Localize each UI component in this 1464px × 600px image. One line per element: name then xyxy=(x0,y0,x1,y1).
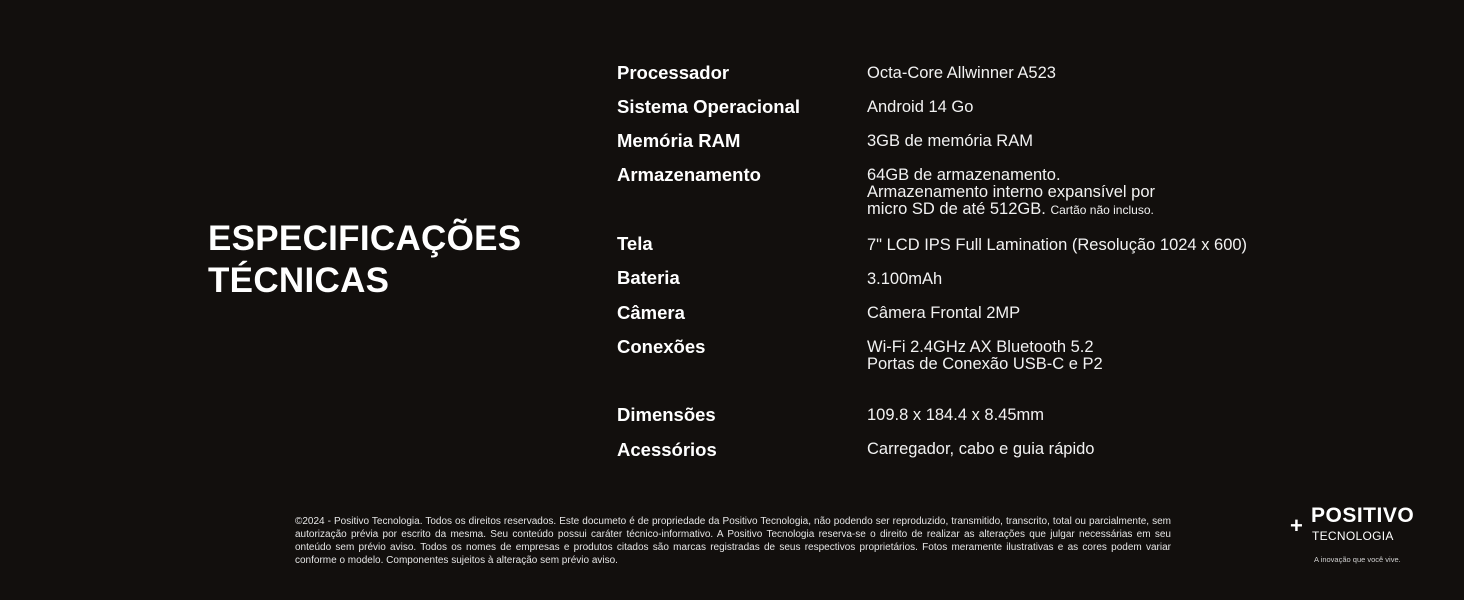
spec-value-memoria xyxy=(867,133,1033,150)
heading-line-1: ESPECIFICAÇÕES xyxy=(208,219,522,258)
spec-value-acessorios xyxy=(867,441,1095,458)
spec-label-bateria: Bateria xyxy=(617,267,680,288)
spec-value-line: 3GB de memória RAM xyxy=(867,132,1033,150)
spec-value-line xyxy=(867,201,1155,219)
spec-label-conexoes: Conexões xyxy=(617,336,706,357)
spec-value-line: 7" LCD IPS Full Lamination (Resolução 1024 x 600) xyxy=(867,236,1248,254)
spec-label-camera: Câmera xyxy=(617,302,685,323)
spec-value-line: Android 14 Go xyxy=(867,98,974,116)
spec-value-camera xyxy=(867,305,1020,322)
spec-value-line: 64GB de armazenamento. xyxy=(867,166,1061,184)
spec-value-line: Wi-Fi 2.4GHz AX Bluetooth 5.2 xyxy=(867,338,1094,356)
spec-label-processador: Processador xyxy=(617,62,730,83)
brand-tagline: A inovação que você vive. xyxy=(1314,555,1401,564)
brand-subtitle: TECNOLOGIA xyxy=(1312,529,1394,543)
spec-value-dimensoes xyxy=(867,407,1044,424)
spec-value-line: 109.8 x 184.4 x 8.45mm xyxy=(867,406,1045,424)
spec-label-tela: Tela xyxy=(617,233,653,254)
spec-value-line: Portas de Conexão USB-C e P2 xyxy=(867,355,1103,373)
spec-value-armazenamento xyxy=(867,167,1155,219)
spec-value-line: 3.100mAh xyxy=(867,270,943,288)
positivo-logo xyxy=(1290,504,1440,574)
brand-name: POSITIVO xyxy=(1311,504,1415,527)
legal-disclaimer: ©2024 - Positivo Tecnologia. Todos os direitos reservados. Este documeto é de propriedade da Positivo Tecnologia, não podendo ser reproduzido, transmitido, transcrito, total ou parcialmente, sem autorização prévia por escrito da mesma. Seu conteúdo possui caráter técnico-informativo. A Positivo Tecnologia reserva-se o direito de realizar as alterações que julgar necessárias em seu onteúdo sem prévio aviso. Todos os nomes de empresas e produtos citados são marcas registradas de seus respectivos proprietários. Fotos meramente ilustrativas e as cores podem variar conforme o modelo. Componentes sujeitos à alteração sem prévio aviso. xyxy=(295,516,1171,566)
spec-value-tela xyxy=(867,237,1247,254)
spec-value-line: Carregador, cabo e guia rápido xyxy=(867,440,1095,458)
spec-value-line: Octa-Core Allwinner A523 xyxy=(867,64,1056,82)
heading-line-2: TÉCNICAS xyxy=(208,261,390,300)
spec-label-acessorios: Acessórios xyxy=(617,439,717,460)
spec-value-bateria xyxy=(867,271,942,288)
spec-label-sistema: Sistema Operacional xyxy=(617,96,801,117)
spec-value-note: Cartão não incluso. xyxy=(1050,203,1154,217)
spec-label-armazenamento: Armazenamento xyxy=(617,164,761,185)
spec-value-line: Câmera Frontal 2MP xyxy=(867,304,1021,322)
spec-value-processador xyxy=(867,65,1056,82)
spec-label-dimensoes: Dimensões xyxy=(617,404,716,425)
spec-value-text: micro SD de até 512GB. xyxy=(867,200,1046,218)
spec-value-line: Armazenamento interno expansível por xyxy=(867,183,1155,201)
spec-label-memoria: Memória RAM xyxy=(617,130,741,151)
spec-value-sistema xyxy=(867,99,973,116)
plus-icon: + xyxy=(1290,513,1303,538)
spec-value-conexoes xyxy=(867,339,1103,373)
